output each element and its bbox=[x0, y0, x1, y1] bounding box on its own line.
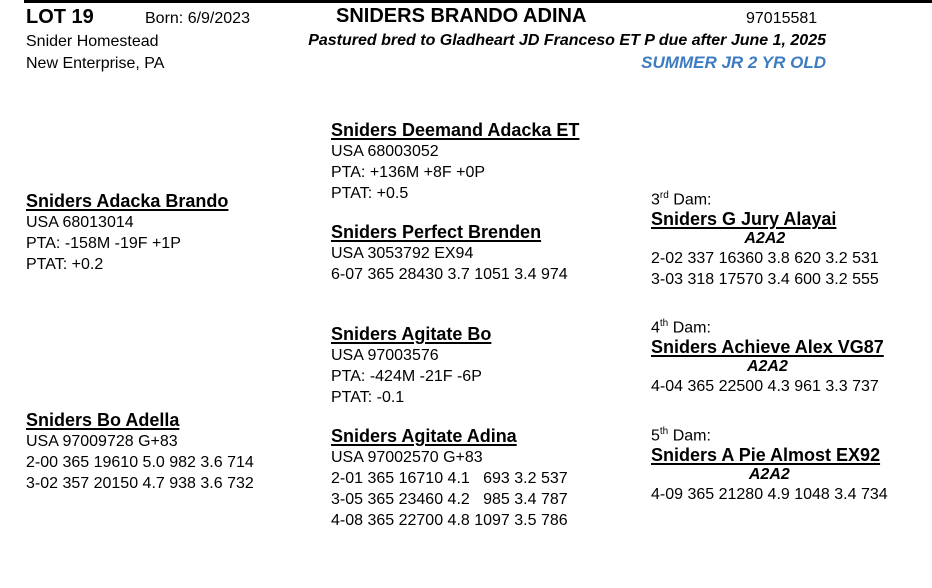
third-dam-a2-tag: A2A2 bbox=[744, 230, 786, 248]
registration-number: 97015581 bbox=[746, 10, 818, 27]
fifth-dam-label: 5th Dam: bbox=[651, 426, 711, 445]
dam-sire-ptat: PTAT: -0.1 bbox=[331, 389, 405, 406]
third-dam-record: 3-03 318 17570 3.4 600 3.2 555 bbox=[651, 271, 879, 289]
sire-ptat: PTAT: +0.2 bbox=[26, 256, 104, 273]
fifth-dam-block bbox=[651, 426, 888, 505]
sire-sire-name: Sniders Deemand Adacka ET bbox=[331, 120, 580, 140]
sire-dam-reg: USA 3053792 EX94 bbox=[331, 245, 474, 262]
dam-record: 2-00 365 19610 5.0 982 3.6 714 bbox=[26, 454, 254, 471]
sire-dam-record: 6-07 365 28430 3.7 1051 3.4 974 bbox=[331, 266, 568, 283]
owner-location: New Enterprise, PA bbox=[26, 55, 165, 72]
third-dam-record: 2-02 337 16360 3.8 620 3.2 531 bbox=[651, 250, 879, 268]
sire-pta: PTA: -158M -19F +1P bbox=[26, 235, 181, 252]
dam-sire-name: Sniders Agitate Bo bbox=[331, 324, 492, 344]
dam-record: 3-02 357 20150 4.7 938 3.6 732 bbox=[26, 475, 254, 492]
animal-name: SNIDERS BRANDO ADINA bbox=[336, 5, 587, 27]
dam-sire-block bbox=[331, 324, 491, 408]
sire-dam-name: Sniders Perfect Brenden bbox=[331, 222, 542, 242]
fourth-dam-a2-tag: A2A2 bbox=[746, 358, 788, 376]
dam-sire-pta: PTA: -424M -21F -6P bbox=[331, 368, 482, 385]
fourth-dam-label: 4th Dam: bbox=[651, 318, 711, 337]
class-label: SUMMER JR 2 YR OLD bbox=[641, 53, 826, 72]
dam-dam-record: 2-01 365 16710 4.1 693 3.2 537 bbox=[331, 470, 568, 487]
dam-dam-block bbox=[331, 426, 568, 531]
birth-date: Born: 6/9/2023 bbox=[145, 10, 250, 27]
sire-name: Sniders Adacka Brando bbox=[26, 191, 229, 211]
dam-name: Sniders Bo Adella bbox=[26, 410, 180, 430]
dam-dam-name: Sniders Agitate Adina bbox=[331, 426, 517, 446]
third-dam-label: 3rd Dam: bbox=[651, 190, 712, 209]
top-rule bbox=[24, 0, 932, 3]
sire-reg: USA 68013014 bbox=[26, 214, 134, 231]
breeding-info: Pastured bred to Gladheart JD Franceso ET P due after June 1, 2025 bbox=[308, 32, 826, 49]
sire-dam-block bbox=[331, 222, 568, 285]
fifth-dam-name: Sniders A Pie Almost EX92 bbox=[651, 445, 881, 466]
dam-dam-record: 3-05 365 23460 4.2 985 3.4 787 bbox=[331, 491, 568, 508]
fourth-dam-block bbox=[651, 318, 884, 397]
dam-dam-reg: USA 97002570 G+83 bbox=[331, 449, 483, 466]
dam-dam-record: 4-08 365 22700 4.8 1097 3.5 786 bbox=[331, 512, 568, 529]
sire-sire-reg: USA 68003052 bbox=[331, 143, 439, 160]
dam-block bbox=[26, 410, 254, 494]
fourth-dam-record: 4-04 365 22500 4.3 961 3.3 737 bbox=[651, 378, 879, 396]
sire-sire-ptat: PTAT: +0.5 bbox=[331, 185, 409, 202]
third-dam-block bbox=[651, 190, 879, 290]
third-dam-name: Sniders G Jury Alayai bbox=[651, 209, 837, 230]
sire-sire-block bbox=[331, 120, 579, 204]
sire-block bbox=[26, 191, 228, 275]
sire-sire-pta: PTA: +136M +8F +0P bbox=[331, 164, 486, 181]
lot-number: LOT 19 bbox=[26, 6, 94, 28]
fourth-dam-name: Sniders Achieve Alex VG87 bbox=[651, 337, 884, 358]
dam-reg: USA 97009728 G+83 bbox=[26, 433, 178, 450]
dam-sire-reg: USA 97003576 bbox=[331, 347, 439, 364]
fifth-dam-a2-tag: A2A2 bbox=[748, 466, 790, 484]
owner-name: Snider Homestead bbox=[26, 33, 159, 50]
fifth-dam-record: 4-09 365 21280 4.9 1048 3.4 734 bbox=[651, 486, 888, 504]
